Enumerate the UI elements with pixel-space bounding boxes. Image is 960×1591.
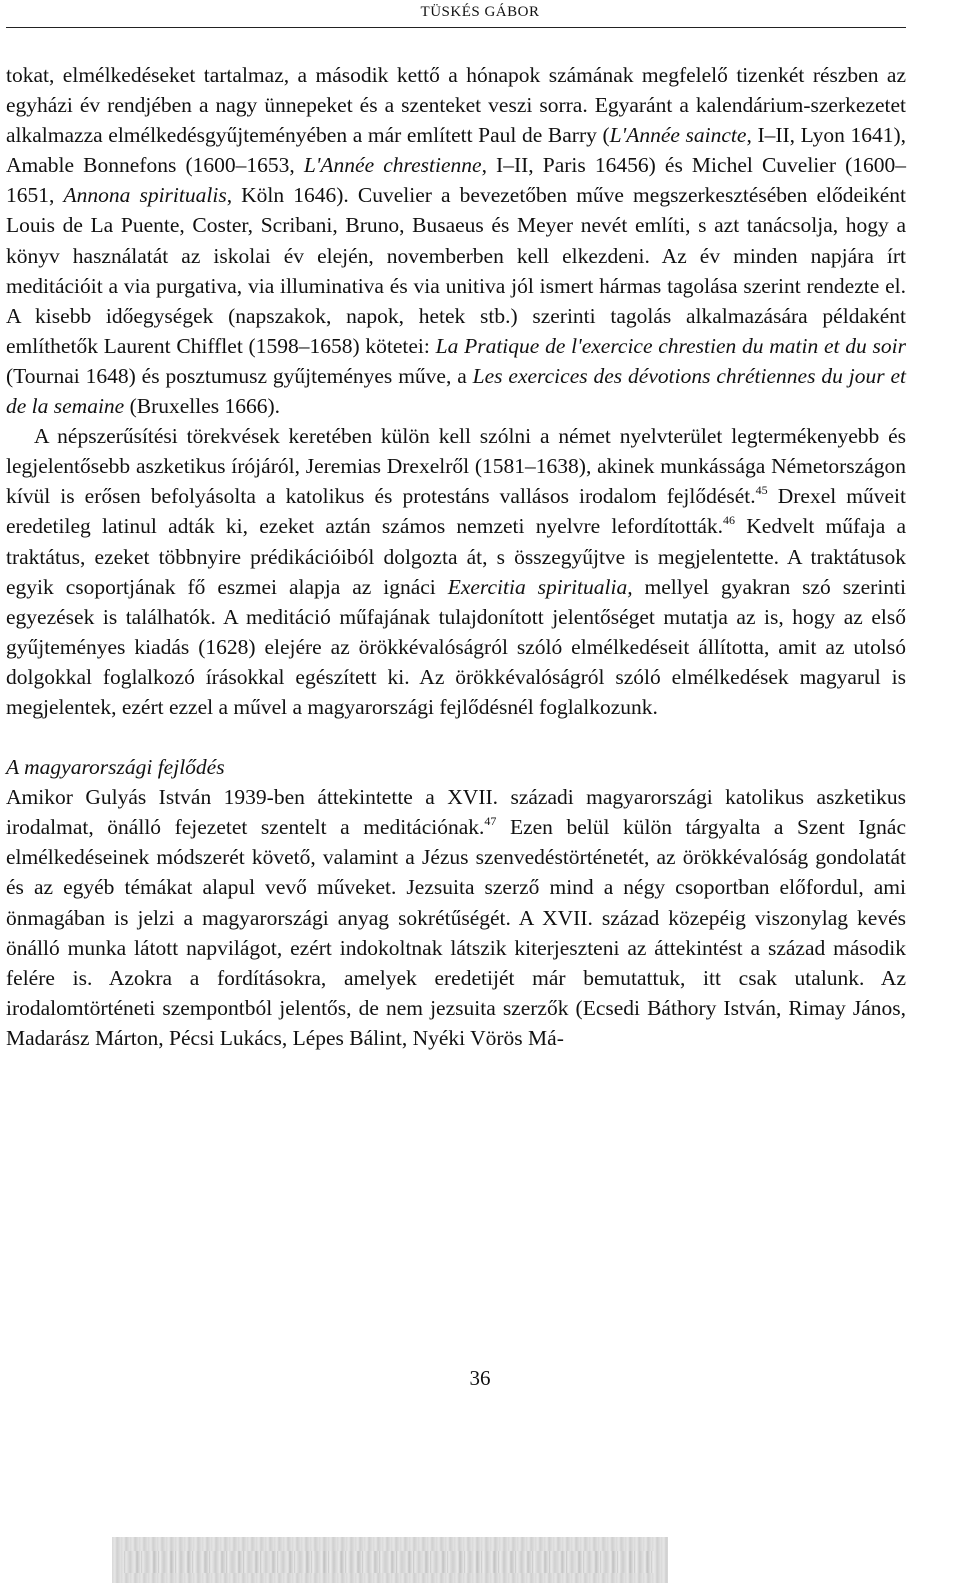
- text-run: (Bruxelles 1666).: [124, 394, 281, 419]
- text-run: Amikor Gulyás István 1939-ben áttekintette a XVII. századi magyarországi katolikus aszketikus irodalmat, önálló fejezetet szentelt a meditációnak.: [6, 785, 906, 840]
- footnote-ref: 45: [755, 483, 768, 498]
- text-run: mellyel gyakran szó szerinti egyezések is találhatók. A meditáció műfajának tulajdonított jelentőséget mutatja az is, hogy az első gyűjteményes kiadás (1628) elejére az örökkévalóságról szóló elmélkedéseit állította, amit az utolsó dolgokkal foglalkozó írásokkal egészített ki. Az örökkévalóságról szóló elmélkedések magyarul is megjelentek, ezért ezzel a művel a magyarországi fejlődésnél foglalkozunk.: [6, 574, 906, 719]
- text-run: , I–II, Lyon 1641), Amable Bonnefons (1600–1653,: [6, 123, 906, 178]
- title-italic: Les exercices des dévotions chrétiennes du jour et de la semaine: [6, 363, 906, 419]
- text-run: Drexel műveit eredetileg latinul adták ki, ezeket aztán számos nemzeti nyelvre lefordították.: [6, 484, 906, 539]
- text-run: tokat, elmélkedéseket tartalmaz, a második kettő a hónapok számának megfelelő tizenkét részben az egyházi év rendjében a nagy ünnepeket és a szenteket veszi sorra. Egyaránt a kalendárium-szerkezetet alkalmazza elmélkedésgyűjteményében a már említett Paul de Barry (: [6, 63, 906, 148]
- text-run: A népszerűsítési törekvések keretében külön kell szólni a német nyelvterület legtermékenyebb és legjelentősebb aszketikus írójáról, Jeremias Drexelről (1581–1638), akinek munkássága Németországon kívül is erősen befolyásolta a katolikus és protestáns vallásos irodalom fejlődését.: [6, 424, 906, 509]
- title-italic: Exercitia spiritualia,: [447, 574, 633, 599]
- title-italic: L'Année chrestienne: [303, 153, 482, 178]
- section-gap: [6, 722, 906, 752]
- text-run: , I–II, Paris 16456) és Michel Cuvelier (1600–1651,: [6, 153, 907, 208]
- text-run: Ezen belül külön tárgyalta a Szent Ignác elmélkedéseinek módszerét követő, valamint a Jézus szenvedéstörténetét, az örökkévalóság gondolatát és az egyéb témákat alapul vevő műveket. Jezsuita szerző mind a négy csoportban előfordul, ami önmagában is jelzi a magyarországi anyag sokrétűségét. A XVII. század közepéig viszonylag kevés önálló munka látott napvilágot, ezért indokoltnak látszik kiterjeszteni az áttekintést a század második felére is. Azokra a fordításokra, amelyek eredetijét már bemutattuk, itt csak utalunk. Az irodalomtörténeti szempontból jelentős, de nem jezsuita szerzők (Ecsedi Báthory István, Rimay János, Madarász Márton, Pécsi Lukács, Lépes Bálint, Nyéki Vörös Má-: [6, 815, 906, 1050]
- body-text: [6, 60, 906, 1053]
- scan-artifact-texture: [124, 1551, 654, 1573]
- footnote-ref: 47: [484, 814, 497, 829]
- title-italic: La Pratique de l'exercice chrestien du matin et du soir: [435, 333, 906, 358]
- header-rule: [6, 27, 906, 28]
- title-italic: Annona spiritualis: [63, 183, 227, 208]
- section-heading: A magyarországi fejlődés: [6, 755, 225, 780]
- footnote-ref: 46: [723, 513, 736, 528]
- paragraph-1: [6, 60, 906, 421]
- scan-artifact-strip: [112, 1537, 668, 1583]
- paragraph-2: [6, 421, 906, 722]
- running-header: TÜSKÉS GÁBOR: [420, 4, 540, 20]
- text-run: (Tournai 1648) és posztumusz gyűjteményes műve, a: [6, 363, 473, 388]
- text-run: , Köln 1646). Cuvelier a bevezetőben műve megszerkesztésében elődeiként Louis de La Puente, Coster, Scribani, Bruno, Busaeus és Meyer nevét említi, s azt tanácsolja, hogy a könyv használatát az iskolai év elején, novemberben kell elkezdeni. Az év minden napjára írt meditációit a via purgativa, via illuminativa és via unitiva jól ismert hármas tagolása szerint rendezte el. A kisebb időegységek (napszakok, napok, hetek stb.) szerinti tagolás alkalmazására példaként említhetők Laurent Chifflet (1598–1658) kötetei:: [6, 183, 906, 358]
- title-italic: L'Année saincte: [609, 123, 747, 148]
- page-number: 36: [469, 1366, 491, 1390]
- paragraph-3: [6, 782, 906, 1053]
- text-run: Kedvelt műfaja a traktátus, ezeket többnyire prédikációiból dolgozta át, s összegyűjtve is megjelentette. A traktátusok egyik csoportjának fő eszmei alapja az ignáci: [6, 514, 907, 599]
